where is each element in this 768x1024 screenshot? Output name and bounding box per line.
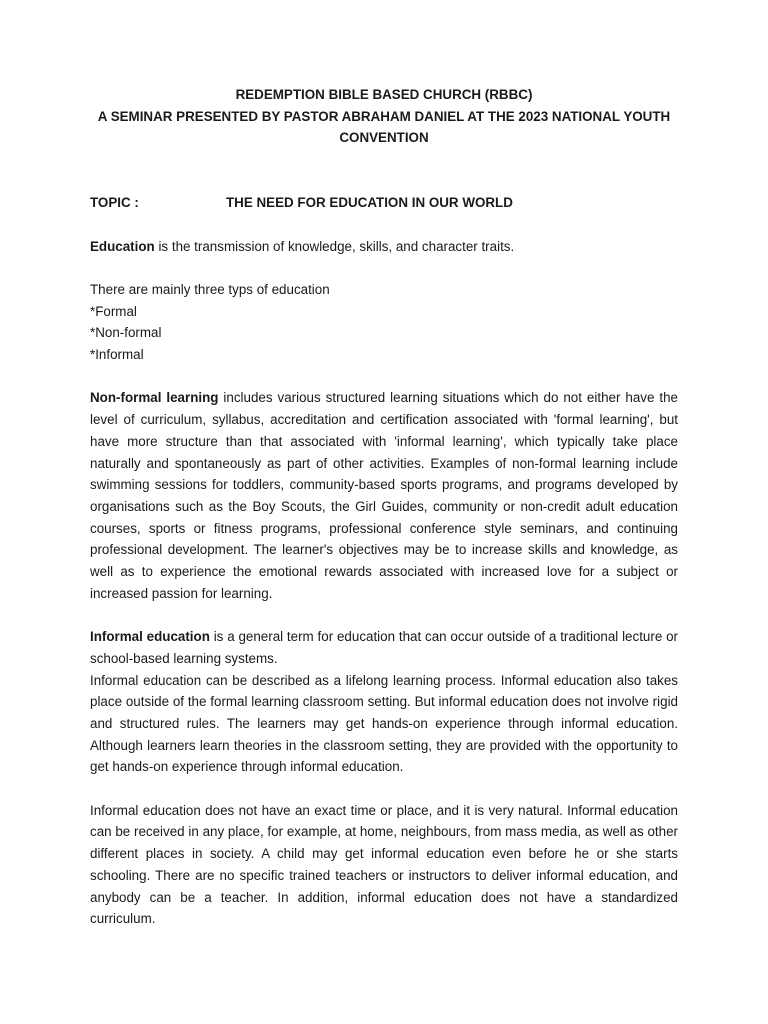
list-item-formal: *Formal: [90, 303, 137, 319]
church-name: REDEMPTION BIBLE BASED CHURCH (RBBC): [235, 87, 533, 102]
document-header: [90, 84, 678, 149]
nonformal-text: includes various structured learning situations which do not either have the level of curriculum, syllabus, accreditation and certification associated with 'formal learning', but have more structure than that associated with 'informal learning', which typically take place naturally and spontaneously as part of other activities. Examples of non-formal learning include swimming sessions for toddlers, community-based sports programs, and programs developed by organisations such as the Boy Scouts, the Girl Guides, community or non-credit adult education courses, sports or fitness programs, professional conference style seminars, and continuing professional development. The learner's objectives may be to increase skills and knowledge, as well as to experience the emotional rewards associated with increased love for a subject or increased passion for learning.: [90, 390, 678, 601]
seminar-line-continued: CONVENTION: [339, 130, 429, 146]
nonformal-term: Non-formal learning: [90, 390, 219, 406]
education-definition: [90, 236, 678, 258]
informal-paragraph-2: Informal education can be described as a lifelong learning process. Informal education also takes place outside of the formal learning classroom setting. But informal education does not involve rigid and structured rules. The learners may get hands-on experience through informal education. Although learners learn theories in the classroom setting, they are provided with the opportunity to get hands-on experience through informal education.: [90, 672, 678, 775]
topic-label: TOPIC :: [90, 195, 139, 211]
topic-title: THE NEED FOR EDUCATION IN OUR WORLD: [226, 195, 513, 211]
informal-paragraph-3: Informal education does not have an exact time or place, and it is very natural. Informal education can be received in any place, for example, at home, neighbours, from mass media, as well as other different places in society. A child may get informal education even before he or she starts schooling. There are no specific trained teachers or instructors to deliver informal education, and anybody can be a teacher. In addition, informal education does not have a standardized curriculum.: [90, 802, 678, 927]
education-term: Education: [90, 238, 155, 254]
nonformal-paragraph: [90, 387, 678, 604]
informal-paragraph: [90, 626, 678, 669]
seminar-line: A SEMINAR PRESENTED BY PASTOR ABRAHAM DANIEL AT THE 2023 NATIONAL YOUTH: [97, 108, 671, 124]
topic-row: [90, 192, 678, 214]
education-definition-text: is the transmission of knowledge, skills, and character traits.: [154, 238, 515, 254]
informal-text: is a general term for education that can occur outside of a traditional lecture or school-based learning systems.: [90, 629, 678, 666]
list-item-informal: *Informal: [90, 347, 144, 362]
informal-term: Informal education: [90, 629, 210, 645]
types-intro: There are mainly three typs of education: [90, 281, 330, 297]
list-item-nonformal: *Non-formal: [90, 325, 162, 341]
